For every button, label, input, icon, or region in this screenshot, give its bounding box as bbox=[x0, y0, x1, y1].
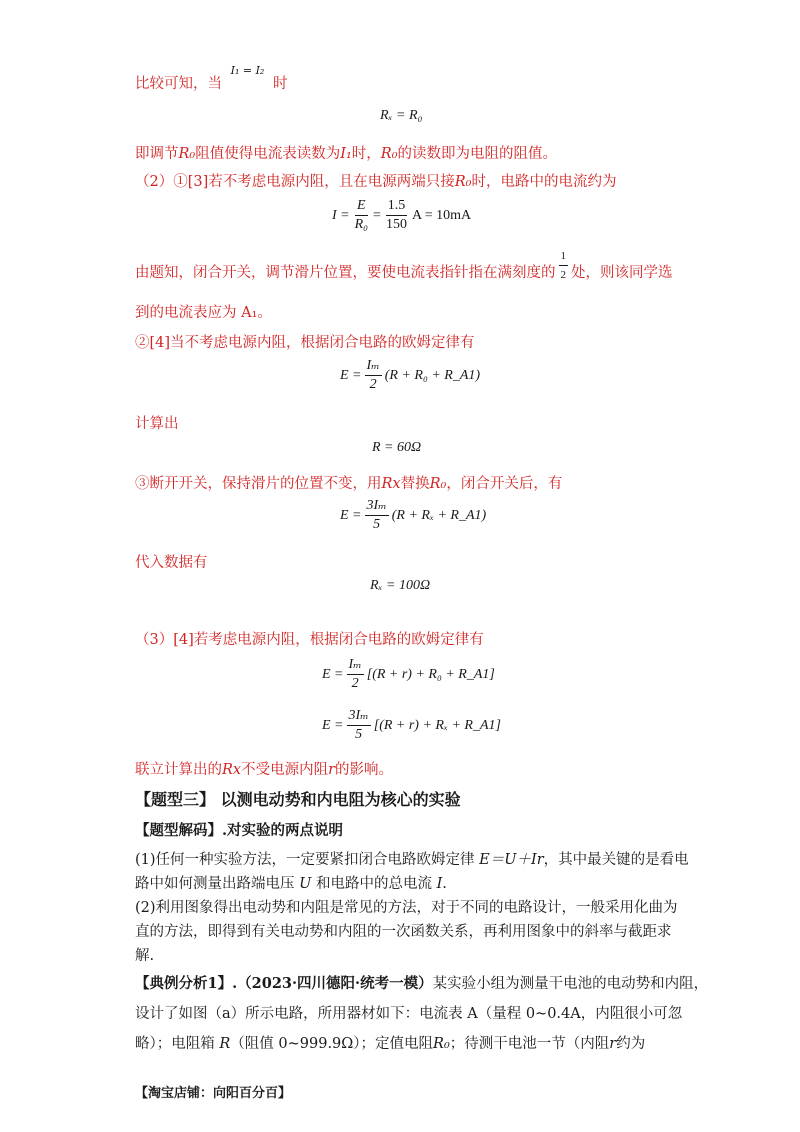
text-line-replace bbox=[135, 474, 562, 494]
var: r bbox=[609, 1036, 617, 1052]
text: 时， bbox=[351, 146, 381, 162]
formula: E＝U＋Ir bbox=[479, 852, 544, 868]
text: ，其中最关键的是看电 bbox=[543, 852, 689, 868]
text: ③断开开关，保持滑片的位置不变，用 bbox=[135, 476, 382, 492]
numerator: Iₘ bbox=[365, 358, 382, 376]
footer-shop: 【淘宝店铺：向阳百分百】 bbox=[135, 1086, 292, 1101]
denominator: 2 bbox=[369, 377, 377, 392]
text: 即调节 bbox=[135, 146, 179, 162]
text-line-part3: （3）[4]若考虑电源内阻，根据闭合电路的欧姆定律有 bbox=[135, 632, 484, 648]
text-line-compare bbox=[135, 64, 288, 95]
var: R₀ bbox=[380, 146, 398, 162]
var: R bbox=[219, 1036, 231, 1052]
fraction-im-2b bbox=[347, 657, 364, 692]
text: 比较可知，当 bbox=[135, 76, 222, 92]
numerator: 1 bbox=[559, 248, 569, 266]
example-source: .（2023·四川德阳·统考一模） bbox=[232, 975, 433, 992]
var: R₀ bbox=[429, 476, 447, 492]
example-line-2: 设计了如图（a）所示电路，所用器材如下：电流表 A（量程 0~0.4A，内阻很小可忽 bbox=[135, 1006, 683, 1022]
var: U bbox=[299, 876, 312, 892]
denominator: 150 bbox=[385, 217, 407, 232]
fraction-3im-5 bbox=[365, 498, 389, 533]
numerator: 1.5 bbox=[386, 198, 408, 216]
eq-rhs: (R + Rₓ + R_A1) bbox=[391, 507, 487, 523]
text: ；待测干电池一节（内阻 bbox=[449, 1036, 610, 1052]
paragraph-1-line-1 bbox=[135, 850, 689, 870]
numerator: E bbox=[355, 198, 368, 216]
subheading-decode: 【题型解码】.对实验的两点说明 bbox=[135, 822, 344, 839]
eq-lhs: E = bbox=[322, 666, 344, 682]
var: R₀ bbox=[433, 1036, 450, 1052]
text-line-halfscale bbox=[135, 250, 673, 283]
text: ，闭合开关后，有 bbox=[446, 476, 563, 492]
eq-result: A = 10mA bbox=[411, 207, 472, 223]
paragraph-2-line-2: 直的方法，即得到有关电动势和内阻的一次函数关系，再利用图象中的斜率与截距求 bbox=[135, 924, 672, 940]
text-line-conclusion bbox=[135, 760, 393, 780]
numerator: 3Iₘ bbox=[347, 708, 371, 726]
equation-rx-r0: Rₓ = R₀ bbox=[380, 108, 423, 123]
text: 的读数即为电阻的阻值。 bbox=[397, 146, 558, 162]
text-line-substitute: 代入数据有 bbox=[135, 555, 208, 571]
fraction-3im-5b bbox=[347, 708, 371, 743]
fraction-values bbox=[384, 198, 409, 233]
equation-rx-100: Rₓ = 100Ω bbox=[370, 578, 431, 593]
denominator: R₀ bbox=[354, 217, 369, 232]
equation-current bbox=[332, 198, 471, 233]
denominator: 2 bbox=[560, 269, 566, 281]
var: Rx bbox=[222, 762, 242, 778]
text: 联立计算出的 bbox=[135, 762, 222, 778]
denominator: 5 bbox=[355, 727, 363, 742]
paragraph-1-line-2 bbox=[135, 874, 447, 894]
text: 某实验小组为测量干电池的电动势和内阻， bbox=[432, 976, 709, 992]
eq-lhs: E = bbox=[340, 367, 362, 383]
text: 和电路中的总电流 bbox=[315, 876, 432, 892]
text: （阻值 0~999.9Ω）；定值电阻 bbox=[230, 1036, 434, 1052]
condition-formula: I₁ = I₂ bbox=[230, 64, 265, 77]
var: I₁ bbox=[340, 146, 352, 162]
text: 时，电路中的电流约为 bbox=[471, 174, 617, 190]
paragraph-2-line-3: 解. bbox=[135, 948, 155, 964]
numerator: Iₘ bbox=[347, 657, 364, 675]
var: R₀ bbox=[178, 146, 196, 162]
example-line-3 bbox=[135, 1034, 645, 1054]
var: Rx bbox=[381, 476, 401, 492]
text: 路中如何测量出路端电压 bbox=[135, 876, 295, 892]
text: （2）①[3]若不考虑电源内阻，且在电源两端只接 bbox=[135, 174, 455, 190]
equation-e-three-fifths-internal bbox=[322, 708, 501, 743]
eq-rhs: (R + R₀ + R_A1) bbox=[384, 367, 481, 383]
text: 的影响。 bbox=[335, 762, 394, 778]
text: 略）；电阻箱 bbox=[135, 1036, 215, 1052]
text: 阻值使得电流表读数为 bbox=[195, 146, 341, 162]
text-line-calc: 计算出 bbox=[135, 416, 179, 432]
text: 不受电源内阻 bbox=[241, 762, 329, 778]
text-line-part2 bbox=[135, 172, 617, 192]
section-heading: 【题型三】 以测电动势和内电阻为核心的实验 bbox=[135, 790, 461, 809]
text-line-adjust bbox=[135, 144, 557, 164]
equation-e-half bbox=[340, 358, 480, 393]
var: r bbox=[328, 762, 336, 778]
example-line-1 bbox=[135, 974, 708, 994]
denominator: 5 bbox=[373, 517, 381, 532]
denominator: 2 bbox=[351, 676, 359, 691]
numerator: 3Iₘ bbox=[365, 498, 389, 516]
fraction-e-r0 bbox=[353, 198, 370, 233]
eq-rhs: [(R + r) + R₀ + R_A1] bbox=[366, 666, 495, 682]
fraction-half bbox=[559, 248, 569, 283]
text-line-ammeter: 到的电流表应为 A₁。 bbox=[135, 305, 272, 321]
text: 时 bbox=[272, 76, 288, 92]
equation-e-three-fifths bbox=[340, 498, 486, 533]
text: 处，则该同学选 bbox=[571, 264, 673, 281]
eq-lhs: I = bbox=[332, 207, 350, 223]
text-line-ohm-law: ②[4]当不考虑电源内阻，根据闭合电路的欧姆定律有 bbox=[135, 335, 475, 351]
fraction-im-2 bbox=[365, 358, 382, 393]
eq-lhs: E = bbox=[340, 507, 362, 523]
text: 约为 bbox=[616, 1036, 646, 1052]
var: R₀ bbox=[454, 174, 472, 190]
text: 由题知，闭合开关，调节滑片位置，要使电流表指针指在满刻度的 bbox=[135, 264, 556, 281]
example-label: 【典例分析1】 bbox=[135, 975, 233, 992]
eq-sign: = bbox=[373, 207, 381, 223]
text: (1)任何一种实验方法，一定要紧扣闭合电路欧姆定律 bbox=[135, 852, 475, 868]
text: . bbox=[442, 876, 447, 892]
eq-rhs: [(R + r) + Rₓ + R_A1] bbox=[373, 717, 501, 733]
text: 替换 bbox=[400, 476, 430, 492]
eq-lhs: E = bbox=[322, 717, 344, 733]
equation-r-60: R = 60Ω bbox=[372, 440, 422, 455]
paragraph-2-line-1: (2)利用图象得出电动势和内阻是常见的方法，对于不同的电路设计，一般采用化曲为 bbox=[135, 900, 678, 916]
equation-e-half-internal bbox=[322, 657, 495, 692]
var: I bbox=[436, 876, 443, 892]
